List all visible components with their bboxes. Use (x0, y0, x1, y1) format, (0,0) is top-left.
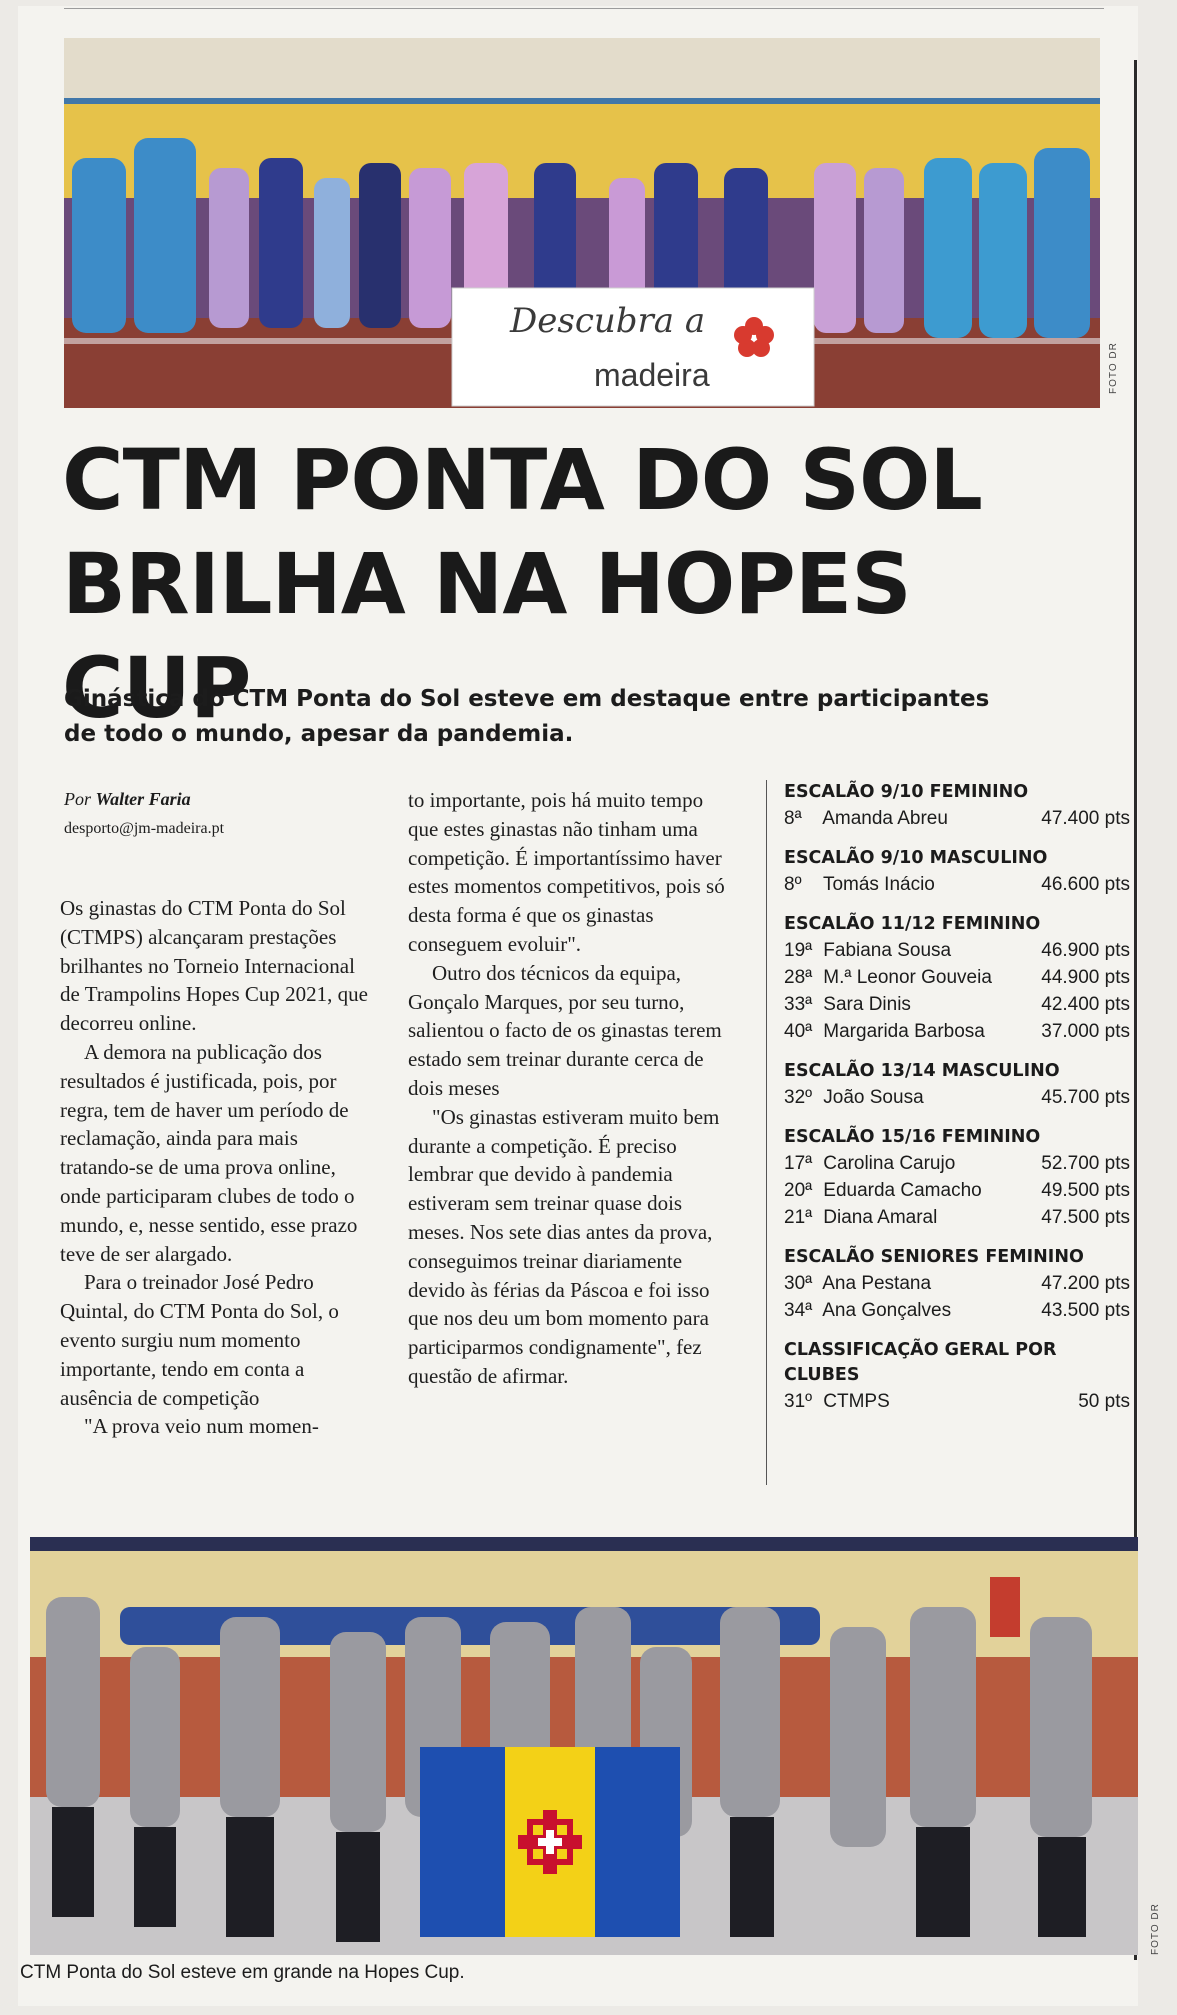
result-row (784, 991, 1136, 1018)
result-points: 50 pts (1078, 1391, 1130, 1412)
result-athlete (784, 964, 992, 991)
result-athlete (784, 1297, 951, 1324)
result-row (784, 964, 1136, 991)
result-name: Sara Dinis (823, 994, 911, 1015)
team-photo-top-illustration (64, 38, 1100, 408)
headline-line1: CTM PONTA DO SOL (62, 431, 982, 529)
subtitle: Ginástica do CTM Ponta do Sol esteve em destaque entre participantes de todo o mundo, apesar da pandemia. (64, 686, 990, 747)
result-name: Diana Amaral (823, 1207, 938, 1228)
paragraph: Outro dos técnicos da equipa, Gonçalo Marques, por seu turno, salientou o facto de os ginastas terem estado sem treinar durante cerca de dois meses (408, 960, 722, 1100)
paragraph: Os ginastas do CTM Ponta do Sol (CTMPS) alcançaram prestações brilhantes no Torneio Internacional de Trampolins Hopes Cup 2021, que decorreu online. (60, 896, 369, 1036)
team-photo-bottom-illustration (30, 1537, 1138, 1955)
result-points: 45.700 pts (1041, 1087, 1130, 1108)
result-row (784, 1270, 1136, 1297)
result-points: 42.400 pts (1041, 994, 1130, 1015)
body-column-1 (60, 894, 378, 1441)
byline-prefix: Por (64, 789, 91, 809)
paragraph: Para o treinador José Pedro Quintal, do CTM Ponta do Sol, o evento surgiu num momento importante, tendo em conta a ausência de competição (60, 1270, 339, 1410)
result-rank: 31º (784, 1391, 813, 1412)
result-row (784, 1388, 1136, 1415)
result-points: 43.500 pts (1041, 1300, 1130, 1321)
category-title: ESCALÃO 9/10 FEMININO (784, 782, 1029, 802)
result-row (784, 871, 1136, 898)
result-name: CTMPS (823, 1391, 890, 1412)
result-athlete (784, 1018, 985, 1045)
result-points: 47.500 pts (1041, 1207, 1130, 1228)
result-athlete (784, 1084, 924, 1111)
result-rank: 21ª (784, 1207, 813, 1228)
byline-author: Walter Faria (95, 789, 191, 809)
result-name: Margarida Barbosa (823, 1021, 985, 1042)
result-name: Ana Gonçalves (822, 1300, 952, 1321)
result-athlete (784, 1204, 937, 1231)
team-photo-bottom (30, 1537, 1138, 1955)
result-athlete (784, 871, 935, 898)
category-title: ESCALÃO SENIORES FEMININO (784, 1247, 1084, 1267)
result-rank: 17ª (784, 1153, 813, 1174)
result-rank: 32º (784, 1087, 813, 1108)
paragraph: to importante, pois há muito tempo que estes ginastas não tinham uma competição. É importantíssimo haver estes momentos competitivos, pois só desta forma é que os ginastas conseguem evoluir". (408, 788, 725, 956)
result-row (784, 1150, 1136, 1177)
result-points: 46.900 pts (1041, 940, 1130, 961)
result-athlete (784, 1177, 982, 1204)
result-points: 49.500 pts (1041, 1180, 1130, 1201)
top-rule (64, 8, 1104, 9)
result-points: 44.900 pts (1041, 967, 1130, 988)
result-name: Amanda Abreu (822, 808, 948, 829)
headline-line2: BRILHA NA HOPES CUP (62, 535, 911, 737)
result-name: M.ª Leonor Gouveia (823, 967, 992, 988)
result-name: Fabiana Sousa (823, 940, 952, 961)
byline-email[interactable]: desporto@jm-madeira.pt (64, 820, 225, 837)
result-rank: 19ª (784, 940, 813, 961)
result-name: Ana Pestana (822, 1273, 932, 1294)
result-rank: 28ª (784, 967, 813, 988)
category-title: CLASSIFICAÇÃO GERAL POR CLUBES (784, 1340, 1057, 1385)
paragraph: "Os ginastas estiveram muito bem durante a competição. É preciso lembrar que devido à pandemia estiveram sem treinar quase dois meses. Nos sete dias antes da prova, conseguimos treinar diariamente devido às férias da Páscoa e foi isso que nos deu um bom momento para participarmos condignamente", fez questão de afirmar. (408, 1104, 720, 1388)
madeira-flag (420, 1747, 680, 1937)
result-points: 46.600 pts (1041, 874, 1130, 895)
result-name: João Sousa (823, 1087, 924, 1108)
result-athlete (784, 991, 911, 1018)
result-points: 47.400 pts (1041, 808, 1130, 829)
result-points: 52.700 pts (1041, 1153, 1130, 1174)
banner-line2: madeira (594, 357, 710, 393)
byline (64, 786, 394, 842)
result-row (784, 1084, 1136, 1111)
category-title: ESCALÃO 9/10 MASCULINO (784, 848, 1048, 868)
result-athlete (784, 1270, 931, 1297)
result-row (784, 937, 1136, 964)
result-rank: 30ª (784, 1273, 813, 1294)
result-row (784, 1018, 1136, 1045)
category-title: ESCALÃO 15/16 FEMININO (784, 1127, 1041, 1147)
result-row (784, 1177, 1136, 1204)
result-points: 37.000 pts (1041, 1021, 1130, 1042)
paragraph: "A prova veio num momen- (84, 1414, 319, 1439)
result-points: 47.200 pts (1041, 1273, 1130, 1294)
body-column-2 (408, 786, 728, 1391)
result-athlete (784, 1150, 955, 1177)
result-rank: 8ª (784, 808, 802, 829)
result-athlete (784, 1388, 890, 1415)
photo-caption: CTM Ponta do Sol esteve em grande na Hopes Cup. (20, 1962, 465, 1983)
category-title: ESCALÃO 13/14 MASCULINO (784, 1061, 1060, 1081)
result-rank: 40ª (784, 1021, 813, 1042)
result-athlete (784, 937, 951, 964)
results-box (784, 780, 1136, 1415)
result-name: Eduarda Camacho (823, 1180, 982, 1201)
results-divider (766, 780, 767, 1485)
paragraph: A demora na publicação dos resultados é justificada, pois, por regra, tem de haver um período de reclamação, ainda para mais tratando-se de uma prova online, onde participaram clubes de todo o mundo, e, nesse sentido, esse prazo teve de ser alargado. (60, 1039, 358, 1266)
banner-line1: Descubra a (510, 301, 706, 341)
result-rank: 8º (784, 874, 802, 895)
category-title: ESCALÃO 11/12 FEMININO (784, 914, 1041, 934)
result-rank: 34ª (784, 1300, 813, 1321)
result-rank: 33ª (784, 994, 813, 1015)
team-photo-top (64, 38, 1100, 408)
photo-credit-bottom: FOTO DR (1150, 1903, 1161, 1955)
result-row (784, 1297, 1136, 1324)
result-row (784, 805, 1136, 832)
photo-credit-top: FOTO DR (1108, 342, 1119, 394)
result-rank: 20ª (784, 1180, 813, 1201)
result-name: Carolina Carujo (823, 1153, 956, 1174)
result-name: Tomás Inácio (822, 874, 935, 895)
result-athlete (784, 805, 948, 832)
result-row (784, 1204, 1136, 1231)
